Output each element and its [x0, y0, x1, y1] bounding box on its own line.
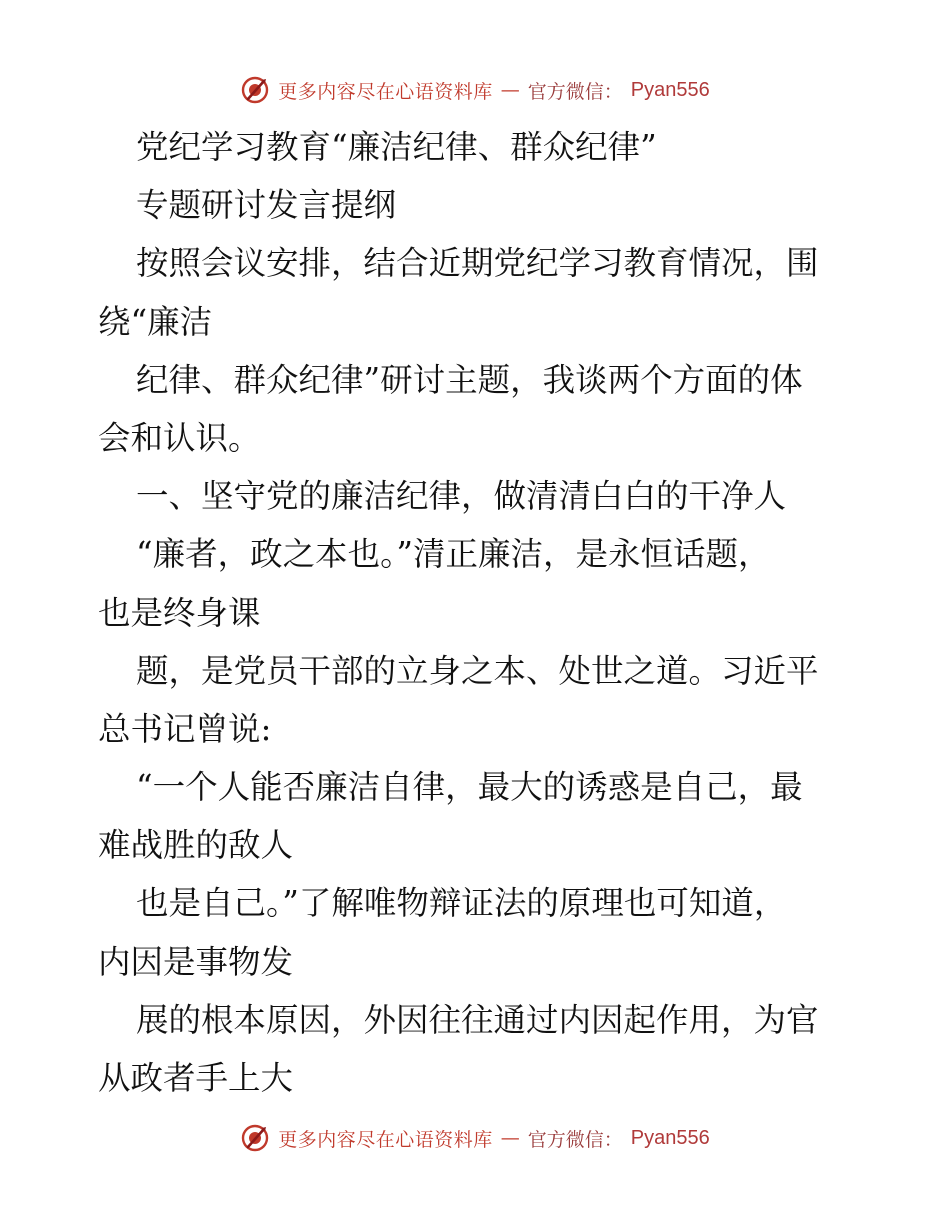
document-line: “一个人能否廉洁自律，最大的诱惑是自己，最 [136, 768, 803, 807]
pen-logo-icon [240, 75, 270, 105]
document-line: 党纪学习教育“廉洁纪律、群众纪律” [136, 128, 657, 166]
document-line: 绕“廉洁 [98, 302, 213, 341]
header-brand-text: 更多内容尽在心语资料库 [278, 80, 493, 103]
document-line: 难战胜的敌人 [98, 826, 294, 865]
document-line: 专题研讨发言提纲 [136, 186, 397, 225]
document-line: “廉者，政之本也。”清正廉洁，是永恒话题， [136, 535, 771, 574]
footer-separator: — [500, 1127, 520, 1149]
document-line: 纪律、群众纪律”研讨主题，我谈两个方面的体 [136, 360, 803, 399]
header-banner [0, 70, 950, 110]
document-line: 也是自己。”了解唯物辩证法的原理也可知道， [136, 884, 787, 923]
footer-brand-text: 更多内容尽在心语资料库 [278, 1128, 493, 1151]
footer-wechat-id: Pyan556 [630, 1126, 710, 1149]
header-separator: — [500, 79, 520, 101]
footer-banner [0, 1118, 950, 1158]
header-wechat-id: Pyan556 [630, 78, 710, 101]
pen-logo-icon [240, 1123, 270, 1153]
document-line: 从政者手上大 [98, 1059, 294, 1097]
document-line: 也是终身课 [98, 593, 261, 632]
footer-wechat-label: 官方微信： [527, 1128, 623, 1151]
document-line: 总书记曾说: [98, 709, 272, 748]
document-line: 会和认识。 [98, 418, 261, 457]
document-line: 一、坚守党的廉洁纪律，做清清白白的干净人 [136, 477, 787, 516]
document-line: 题，是党员干部的立身之本、处世之道。习近平 [136, 651, 819, 690]
document-line: 内因是事物发 [98, 942, 294, 981]
header-wechat-label: 官方微信： [527, 80, 623, 103]
document-body [98, 118, 858, 1107]
document-line: 展的根本原因，外因往往通过内因起作用，为官 [136, 1000, 819, 1039]
document-line: 按照会议安排，结合近期党纪学习教育情况，围 [136, 244, 819, 283]
